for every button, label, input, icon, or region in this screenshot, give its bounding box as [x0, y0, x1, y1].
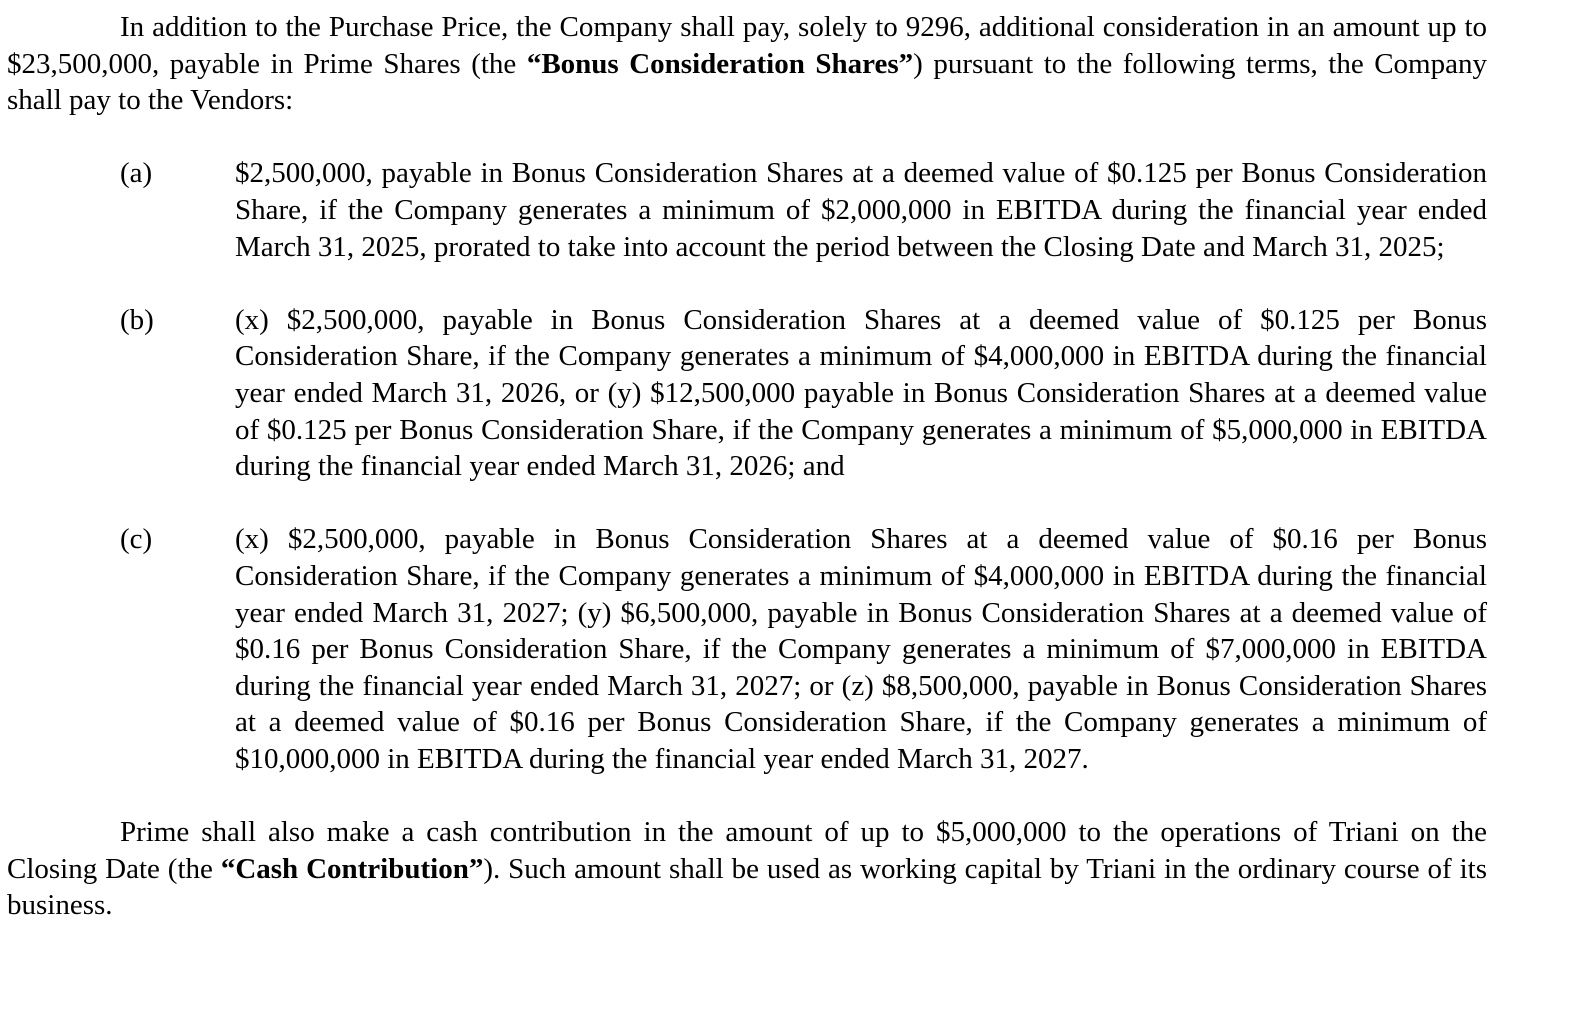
intro-paragraph — [7, 9, 1487, 119]
closing-text-post: ). Such amount shall be used as working capital by Triani in the ordinary course of its business. — [7, 852, 1487, 922]
intro-text-pre: In addition to the Purchase Price, the Company shall pay, solely to 9296, additional consideration in an amount up to $23,500,000, payable in Prime Shares (the — [7, 11, 1487, 80]
clause-a — [7, 155, 1487, 265]
clause-a-text: $2,500,000, payable in Bonus Consideration Shares at a deemed value of $0.125 per Bonus Consideration Share, if the Company generates a minimum of $2,000,000 in EBITDA during the financial year ended March 31, 2025, prorated to take into account the period between the Closing Date and March 31, 2025; — [235, 157, 1487, 263]
clause-c-text: (x) $2,500,000, payable in Bonus Consideration Shares at a deemed value of $0.16 per Bonus Consideration Share, if the Company generates a minimum of $4,000,000 in EBITDA during the financial year ended March 31, 2027; (y) $6,500,000, payable in Bonus Consideration Shares at a deemed value of $0.16 per Bonus Consideration Share, if the Company generates a minimum of $7,000,000 in EBITDA during the financial year ended March 31, 2027; or (z) $8,500,000, payable in Bonus Consideration Shares at a deemed value of $0.16 per Bonus Consideration Share, if the Company generates a minimum of $10,000,000 in EBITDA during the financial year ended March 31, 2027. — [235, 523, 1487, 775]
defined-term-bonus-consideration-shares: “Bonus Consideration Shares” — [526, 47, 914, 80]
clause-a-label: (a) — [120, 157, 153, 190]
clause-b-label: (b) — [120, 303, 154, 336]
clause-b — [7, 302, 1487, 485]
closing-paragraph — [7, 814, 1487, 924]
closing-text-pre: Prime shall also make a cash contribution in the amount of up to $5,000,000 to the operations of Triani on the Closing Date (the — [7, 816, 1487, 885]
clause-c — [7, 521, 1487, 777]
defined-term-cash-contribution: “Cash Contribution” — [220, 852, 484, 885]
intro-text-post: ) pursuant to the following terms, the Company shall pay to the Vendors: — [7, 47, 1487, 117]
clause-c-label: (c) — [120, 523, 153, 556]
clause-b-text: (x) $2,500,000, payable in Bonus Consideration Shares at a deemed value of $0.125 per Bonus Consideration Share, if the Company generates a minimum of $4,000,000 in EBITDA during the financial year ended March 31, 2026, or (y) $12,500,000 payable in Bonus Consideration Shares at a deemed value of $0.125 per Bonus Consideration Share, if the Company generates a minimum of $5,000,000 in EBITDA during the financial year ended March 31, 2026; and — [235, 303, 1487, 483]
